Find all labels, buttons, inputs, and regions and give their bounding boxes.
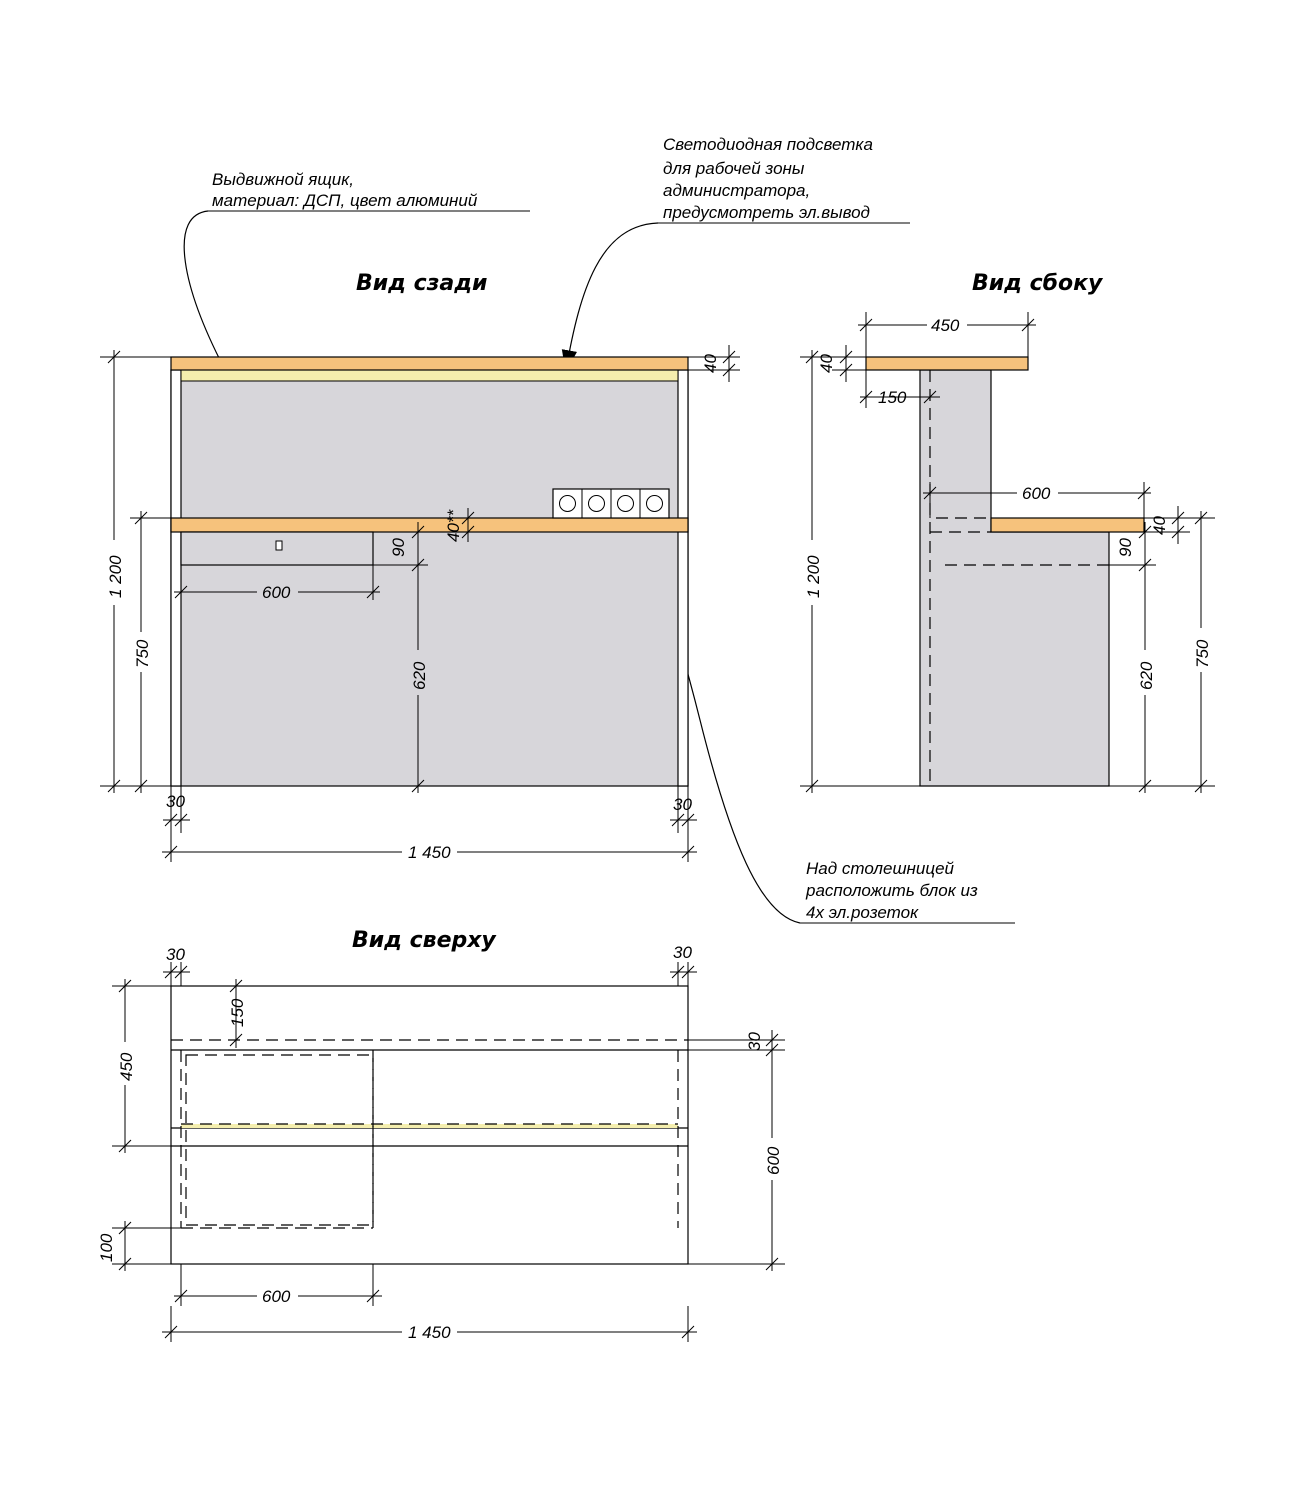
dim-top-side-left-label: 30: [166, 945, 185, 964]
note-led-line-1: Светодиодная подсветка: [663, 135, 873, 154]
dim-back-height-total: [100, 350, 171, 793]
dim-top-drawer-width-label: 600: [262, 1287, 291, 1306]
back-side-panel-right: [678, 370, 688, 786]
dim-top-width-total: [162, 1306, 697, 1342]
dim-side-top-thickness: [817, 345, 866, 382]
dim-back-top-thickness: [688, 345, 740, 382]
dim-top-side-right: [670, 943, 697, 986]
dim-back-side-right-label: 30: [673, 795, 692, 814]
dim-back-height-total-label: 1 200: [106, 555, 125, 598]
dim-top-width-total-label: 1 450: [408, 1323, 451, 1342]
note-sockets-line-2: расположить блок из: [806, 881, 978, 900]
back-view: [100, 345, 740, 862]
top-view: [97, 943, 785, 1342]
note-sockets-line-1: Над столешницей: [806, 859, 954, 878]
dim-back-height-counter: [130, 511, 171, 793]
dim-side-shelf-height-label: 620: [1137, 661, 1156, 690]
dim-back-width-total: [162, 833, 697, 862]
view-title-side: Вид сбоку: [972, 271, 1103, 296]
side-shelf: [991, 518, 1144, 532]
dim-top-front-gap: [97, 1221, 181, 1271]
back-shelf: [171, 518, 688, 532]
back-countertop: [171, 357, 688, 370]
dim-back-height-counter-label: 750: [133, 639, 152, 668]
back-body: [171, 370, 688, 786]
dim-back-top-thickness-label: 40: [701, 354, 720, 373]
note-led-line-2: для рабочей зоны: [663, 159, 805, 178]
dim-top-back-panel-label: 30: [745, 1032, 764, 1051]
side-body: [920, 370, 1109, 786]
note-drawer-line-2: материал: ДСП, цвет алюминий: [212, 191, 478, 210]
dim-top-side-right-label: 30: [673, 943, 692, 962]
dim-side-top-depth: [858, 312, 1036, 357]
dim-top-offset-label: 150: [228, 998, 247, 1027]
dim-top-shelf-depth-label: 600: [764, 1146, 783, 1175]
note-led-line-3: администратора,: [663, 181, 811, 200]
dim-side-shelf-depth-label: 600: [1022, 484, 1051, 503]
view-title-back: Вид сзади: [356, 271, 488, 296]
dim-side-height-counter: [1193, 511, 1212, 793]
dim-side-drawer-gap-label: 90: [1116, 538, 1135, 557]
dim-back-shelf-height-label: 620: [410, 661, 429, 690]
dim-side-offset-label: 150: [878, 388, 907, 407]
dim-side-shelf-height: [1109, 572, 1215, 793]
note-led-line-4: предусмотреть эл.вывод: [663, 203, 870, 222]
dim-top-drawer-width: [174, 1264, 382, 1306]
dim-side-height-counter-label: 750: [1193, 639, 1212, 668]
dim-side-shelf-thickness: [1144, 506, 1215, 544]
dim-top-top-depth: [112, 979, 171, 1153]
back-led-strip: [181, 370, 678, 381]
dim-side-height-total-label: 1 200: [804, 555, 823, 598]
dim-top-front-gap-label: 100: [97, 1233, 116, 1262]
drawer-handle: [276, 541, 282, 550]
dim-side-shelf-thickness-label: 40: [1150, 516, 1169, 535]
dim-side-top-depth-label: 450: [931, 316, 960, 335]
dim-back-side-left: [163, 786, 190, 833]
dim-side-top-thickness-label: 40: [817, 354, 836, 373]
dim-back-shelf-thickness-label: 40**: [444, 509, 463, 542]
note-drawer-line-1: Выдвижной ящик,: [212, 170, 355, 189]
note-led: [566, 135, 910, 370]
dim-back-drawer-gap-label: 90: [389, 538, 408, 557]
back-side-panel-left: [171, 370, 181, 786]
dim-top-back-panel: [688, 1030, 785, 1058]
dim-back-side-left-label: 30: [166, 792, 185, 811]
dim-top-side-left: [163, 945, 190, 986]
side-view: [800, 312, 1215, 793]
socket-block: [553, 489, 669, 518]
view-title-top: Вид сверху: [352, 928, 496, 953]
dim-side-height-total: [800, 350, 920, 793]
dim-back-drawer-width-label: 600: [262, 583, 291, 602]
dim-back-width-total-label: 1 450: [408, 843, 451, 862]
note-sockets-line-3: 4х эл.розеток: [806, 903, 919, 922]
dim-back-side-right: [670, 786, 697, 833]
dim-top-top-depth-label: 450: [117, 1052, 136, 1081]
side-countertop: [866, 357, 1028, 370]
dim-top-shelf-depth: [688, 1058, 785, 1271]
